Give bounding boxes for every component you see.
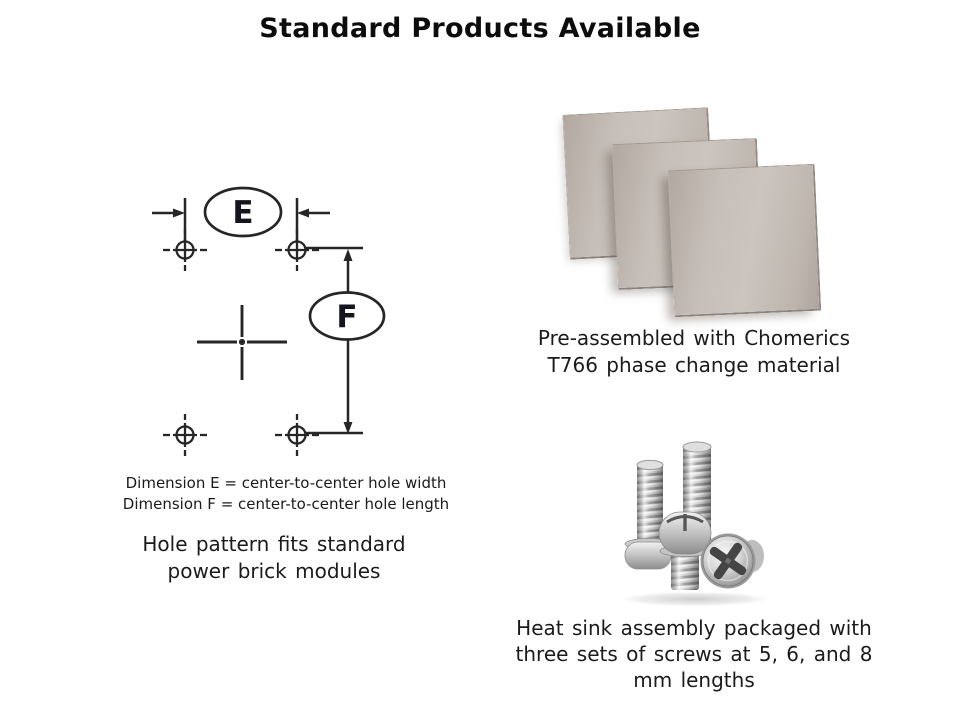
phase-change-caption-line2: T766 phase change material	[547, 353, 841, 377]
e-arrowhead-right	[297, 209, 309, 218]
thermal-pad-front	[668, 164, 822, 318]
hole-pattern-caption	[64, 531, 484, 585]
screws-caption-line3: mm lengths	[633, 668, 755, 692]
dimension-f-label: F	[336, 299, 358, 335]
screws-caption-line1: Heat sink assembly packaged with	[516, 616, 872, 640]
center-mark	[197, 305, 287, 380]
f-arrowhead-up	[344, 249, 353, 261]
hole-bottom-right	[275, 414, 319, 456]
hole-pattern-caption-line1: Hole pattern fits standard	[142, 532, 406, 556]
dimension-e-label: E	[232, 195, 254, 231]
hole-pattern-caption-line2: power brick modules	[167, 559, 381, 583]
hole-pattern-diagram	[140, 172, 420, 467]
hole-bottom-left	[163, 414, 207, 456]
dimension-note-f: Dimension F = center-to-center hole length	[122, 495, 450, 513]
dimension-note-e: Dimension E = center-to-center hole width	[125, 474, 447, 492]
screws-caption	[480, 615, 908, 693]
screws-caption-line2: three sets of screws at 5, 6, and 8	[515, 642, 873, 666]
e-arrowhead-left	[173, 209, 185, 218]
slide-title: Standard Products Available	[259, 13, 701, 44]
dimension-notes	[56, 473, 516, 515]
phase-change-caption-line1: Pre-assembled with Chomerics	[537, 326, 851, 350]
screws-shadow	[615, 591, 775, 607]
screws-image	[595, 418, 805, 618]
phase-change-caption	[504, 325, 884, 379]
phase-change-pads-image	[540, 95, 850, 325]
